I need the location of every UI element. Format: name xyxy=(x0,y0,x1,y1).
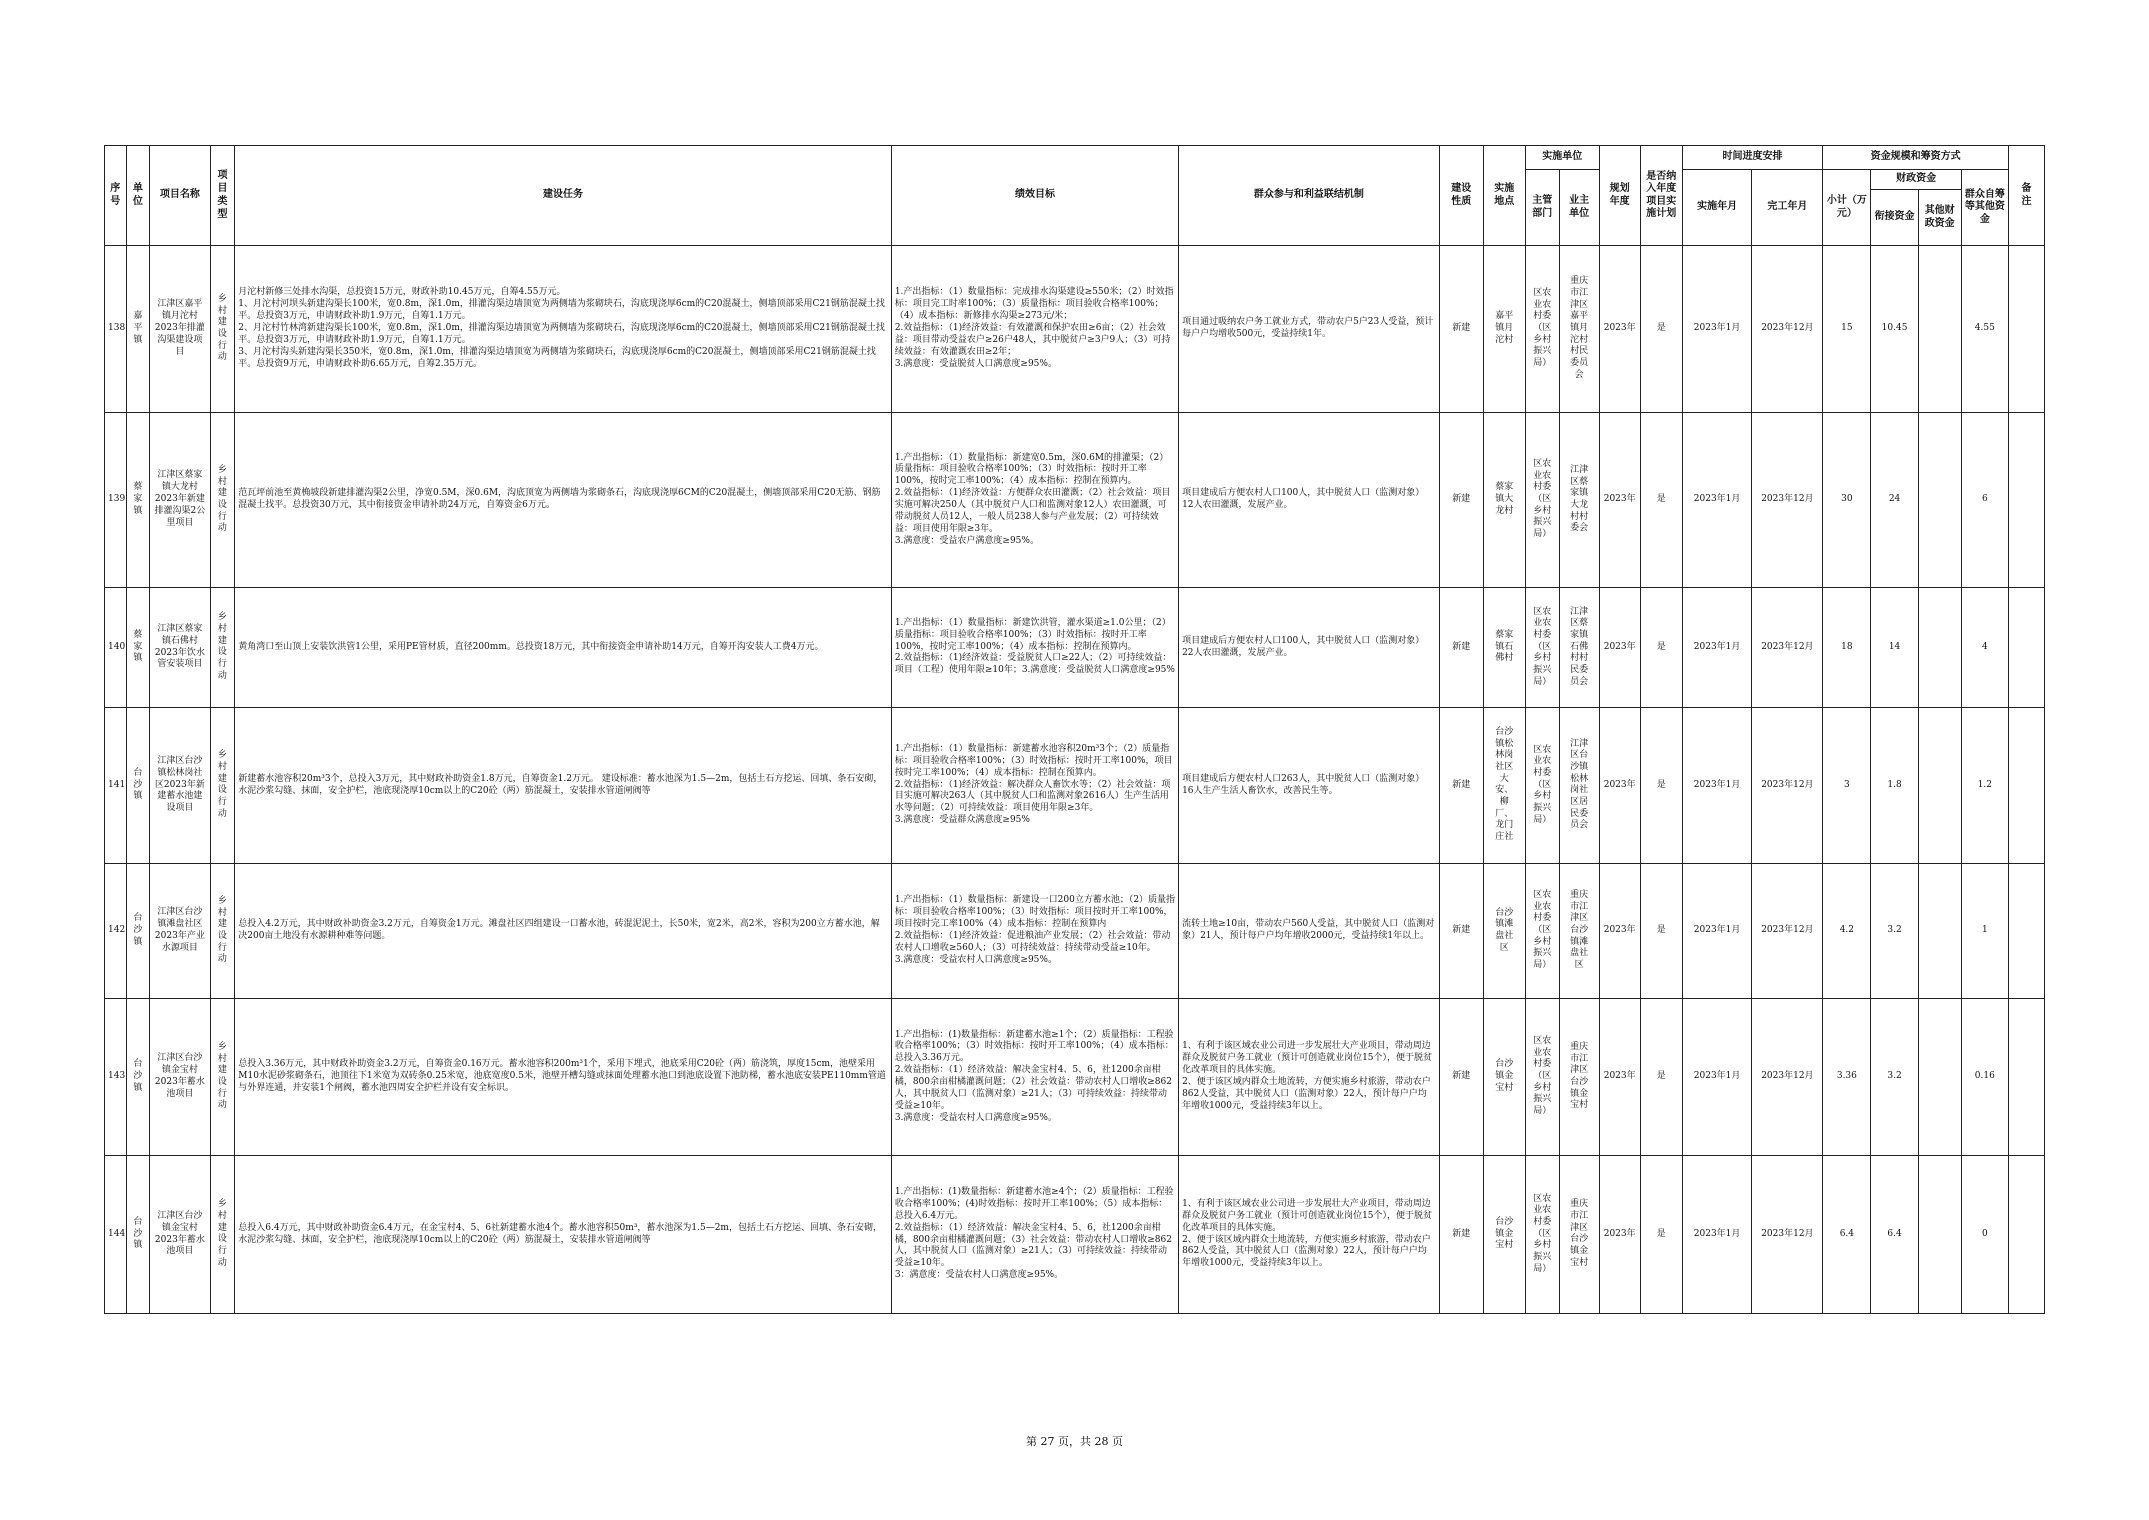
row-note xyxy=(2008,246,2044,413)
row-project-type: 乡村建设行动 xyxy=(210,246,235,413)
row-unit: 蔡家镇 xyxy=(126,588,150,708)
row-seq: 140 xyxy=(105,588,127,708)
row-task: 黄角湾口至山顶上安装饮洪管1公里，采用PE管材质，直径200mm。总投资18万元，其中衔接资金申请补助14万元，自筹开沟安装人工费4万元。 xyxy=(235,588,892,708)
row-nature: 新建 xyxy=(1439,246,1483,413)
header-performance-goal: 绩效目标 xyxy=(891,146,1178,246)
row-other-fiscal xyxy=(1918,864,1961,999)
header-construction-task: 建设任务 xyxy=(235,146,892,246)
row-finish: 2023年12月 xyxy=(1752,588,1823,708)
header-finish: 完工年月 xyxy=(1752,170,1823,246)
row-goal: 1.产出指标：（1）数量指标：新建饮洪管，灌水渠道≥1.0公里；（2）质量指标：项目验收合格率100%；（3）时效指标：按时开工率100%，按时完工率100%；（4）成本指标：控制在预算内。 2.效益指标：（1)经济效益：受益脱贫人口≥22人；（2）可持续效益：项目（工程）使用年限≥10年；3.满意度：受益脱贫人口满意度≥95% xyxy=(891,588,1178,708)
row-project-type: 乡村建设行动 xyxy=(210,588,235,708)
row-unit: 台沙镇 xyxy=(126,999,150,1156)
row-other-fiscal xyxy=(1918,708,1961,864)
row-nature: 新建 xyxy=(1439,999,1483,1156)
row-start: 2023年1月 xyxy=(1682,588,1752,708)
row-seq: 144 xyxy=(105,1156,127,1314)
row-seq: 143 xyxy=(105,999,127,1156)
row-mass: 项目建成后方便农村人口263人，其中脱贫人口（监测对象）16人生产生活人畜饮水，改善民生等。 xyxy=(1179,708,1440,864)
row-other-fiscal xyxy=(1918,999,1961,1156)
header-project-type: 项目类型 xyxy=(210,146,235,246)
row-goal: 1.产出指标：(1)数量指标：新建蓄水池≥4个；（2）质量指标：工程验收合格率100%；(4)时效指标：按时开工率100%；（5）成本指标：总投入6.4万元。 2.效益指标：（1）经济效益：解决金宝村4、5、6，社1200余亩柑橘，800余亩柑橘灌溉问题；（3）社会效益：带动农村人口增收≥862人，其中脱贫人口（监测对象）≥21人；（3）可持续效益：持续带动受益≥10年。 3：满意度：受益农村人口满意度≥95%。 xyxy=(891,1156,1178,1314)
row-in-plan: 是 xyxy=(1640,413,1682,588)
row-in-plan: 是 xyxy=(1640,999,1682,1156)
row-goal: 1.产出指标：（1）数量指标：新建蓄水池容积20m³3个；（2）质量指标：项目验收合格率100%；（3）时效指标：按时开工率100%，项目按时完工率100%；（4）成本指标：控制在预算内。 2.效益指标：（1)经济效益：解决群众人畜饮水等；（2）社会效益：项目实施可解决263人（其中脱贫人口和监测对象2616人）生产生活用水等问题；（2）可持续效益：项目使用年限≥3年。 3.满意度：受益群众满意度≥95% xyxy=(891,708,1178,864)
row-subtotal: 3 xyxy=(1823,708,1871,864)
header-project-name: 项目名称 xyxy=(150,146,211,246)
header-nature: 建设性质 xyxy=(1439,146,1483,246)
row-subtotal: 6.4 xyxy=(1823,1156,1871,1314)
row-location: 台沙镇滩盘社区 xyxy=(1483,864,1525,999)
row-unit: 蔡家镇 xyxy=(126,413,150,588)
row-year: 2023年 xyxy=(1599,708,1640,864)
row-project-type: 乡村建设行动 xyxy=(210,413,235,588)
row-location: 台沙镇金宝村 xyxy=(1483,999,1525,1156)
row-seq: 142 xyxy=(105,864,127,999)
row-location: 台沙镇松林岗社区大安、柳厂、龙门庄社 xyxy=(1483,708,1525,864)
project-table xyxy=(104,145,2045,1314)
row-task: 总投入6.4万元，其中财政补助资金6.4万元，在金宝村4、5、6社新建蓄水池4个。蓄水池容积50m³，蓄水池深为1.5—2m，包括土石方挖运、回填、条石安砌，水泥沙浆勾缝、抹面，安全护栏，池底现浇厚10cm以上的C20砼（两）筋混凝土，安装排水管道闸阀等 xyxy=(235,1156,892,1314)
row-year: 2023年 xyxy=(1599,1156,1640,1314)
row-self: 1.2 xyxy=(1961,708,2008,864)
header-other-fiscal: 其他财政资金 xyxy=(1918,190,1961,246)
row-mass: 项目建成后方便农村人口100人，其中脱贫人口（监测对象）12人农田灌溉，发展产业。 xyxy=(1179,413,1440,588)
row-mass: 项目建成后方便农村人口100人，其中脱贫人口（监测对象）22人农田灌溉，发展产业。 xyxy=(1179,588,1440,708)
row-goal: 1.产出指标：（1）数量指标：新建设一口200立方蓄水池；（2）质量指标：项目验收合格率100%；（3）时效指标：项目按时开工率100%，项目按时完工率100%（4）成本指标：控制在预算内 2.效益指标：（1)经济效益：促进粮油产业发展；（2）社会效益：带动农村人口增收≥560人；（3）可持续效益：持续带动受益≥10年。 3.满意度：受益农村人口满意度≥95%。 xyxy=(891,864,1178,999)
header-schedule: 时间进度安排 xyxy=(1682,146,1823,170)
table-row xyxy=(105,999,2045,1156)
row-mass: 流转土地≥10亩，带动农户560人受益，其中脱贫人口（监测对象）21人，预计每户户均年增收2000元，受益持续1年以上。 xyxy=(1179,864,1440,999)
row-year: 2023年 xyxy=(1599,413,1640,588)
table-row xyxy=(105,588,2045,708)
row-owner: 重庆市江津区台沙镇金宝村 xyxy=(1559,999,1599,1156)
row-finish: 2023年12月 xyxy=(1752,413,1823,588)
header-impl-dept: 主管部门 xyxy=(1525,170,1559,246)
row-subtotal: 3.36 xyxy=(1823,999,1871,1156)
header-subtotal: 小计（万元） xyxy=(1823,170,1871,246)
page-number: 第 27 页，共 28 页 xyxy=(1026,1435,1123,1448)
row-direct: 3.2 xyxy=(1871,864,1918,999)
row-start: 2023年1月 xyxy=(1682,999,1752,1156)
row-unit: 台沙镇 xyxy=(126,1156,150,1314)
header-fiscal: 财政资金 xyxy=(1871,170,1961,190)
header-impl-owner: 业主单位 xyxy=(1559,170,1599,246)
row-project-name: 江津区蔡家镇石佛村2023年饮水管安装项目 xyxy=(150,588,211,708)
row-location: 蔡家镇石佛村 xyxy=(1483,588,1525,708)
row-self: 6 xyxy=(1961,413,2008,588)
row-in-plan: 是 xyxy=(1640,708,1682,864)
row-finish: 2023年12月 xyxy=(1752,246,1823,413)
row-goal: 1.产出指标：(1)数量指标：新建蓄水池≥1个；（2）质量指标：工程验收合格率100%；（3）时效指标：按时开工率100%；（4）成本指标：总投入3.36万元。 2.效益指标：（1）经济效益：解决金宝村4、5、6，社1200余亩柑橘，800余亩柑橘灌溉问题；（2）社会效益：带动农村人口增收≥862人，其中脱贫人口（监测对象）≥21人；（3）可持续效益：持续带动受益≥10年。 3.满意度：受益农村人口满意度≥95%。 xyxy=(891,999,1178,1156)
row-project-name: 江津区台沙镇金宝村2023年蓄水池项目 xyxy=(150,999,211,1156)
row-location: 蔡家镇大龙村 xyxy=(1483,413,1525,588)
row-dept: 区农业农村委（区乡村振兴局） xyxy=(1525,864,1559,999)
row-unit: 台沙镇 xyxy=(126,708,150,864)
row-start: 2023年1月 xyxy=(1682,246,1752,413)
row-unit: 嘉平镇 xyxy=(126,246,150,413)
row-subtotal: 18 xyxy=(1823,588,1871,708)
row-mass: 1、有利于该区域农业公司进一步发展壮大产业项目，带动周边群众及脱贫户务工就业（预计可创造就业岗位15个），便于脱贫化改革项目的具体实施。 2、便于该区域内群众土地流转，方便实施乡村旅游，带动农户862人受益，其中脱贫人口（监测对象）22人，预计每户户均年增收1000元，受益持续3年以上。 xyxy=(1179,999,1440,1156)
row-direct: 24 xyxy=(1871,413,1918,588)
row-goal: 1.产出指标：（1）数量指标：新建宽0.5m，深0.6M的排灌渠；（2）质量指标：项目验收合格率100%；（3）时效指标：按时开工率100%，按时完工率100%；（4）成本指标：控制在预算内。 2.效益指标：（1)经济效益：方便群众农田灌溉；（2）社会效益：项目实施可解决250人（其中脱贫户人口和监测对象12人）农田灌溉，可带动脱贫人员12人，一般人员238人参与产业发展；（2）可持续效益：项目使用年限≥3年。 3.满意度：受益农户满意度≥95%。 xyxy=(891,413,1178,588)
table-body xyxy=(105,246,2045,1314)
row-task: 新建蓄水池容积20m³3个，总投入3万元，其中财政补助资金1.8万元，自筹资金1.2万元。 建设标准：蓄水池深为1.5—2m，包括土石方挖运、回填、条石安砌，水泥沙浆勾缝、抹面，安全护栏，池底现浇厚10cm以上的C20砼（两）筋混凝土，安装排水管道闸阀等 xyxy=(235,708,892,864)
row-nature: 新建 xyxy=(1439,708,1483,864)
row-project-name: 江津区台沙镇滩盘社区2023年产业水源项目 xyxy=(150,864,211,999)
row-mass: 1、有利于该区域农业公司进一步发展壮大产业项目，带动周边群众及脱贫户务工就业（预计可创造就业岗位15个），便于脱贫化改革项目的具体实施。 2、便于该区域内群众土地流转，方便实施乡村旅游，带动农户862人受益，其中脱贫人口（监测对象）22人，预计每户户均年增收1000元，受益持续3年以上。 xyxy=(1179,1156,1440,1314)
header-mass-participation: 群众参与和利益联结机制 xyxy=(1179,146,1440,246)
row-start: 2023年1月 xyxy=(1682,413,1752,588)
row-other-fiscal xyxy=(1918,413,1961,588)
row-in-plan: 是 xyxy=(1640,246,1682,413)
header-direct: 衔接资金 xyxy=(1871,190,1918,246)
row-finish: 2023年12月 xyxy=(1752,999,1823,1156)
header-funds: 资金规模和筹资方式 xyxy=(1823,146,2009,170)
header-seq: 序号 xyxy=(105,146,127,246)
header-self: 群众自筹等其他资金 xyxy=(1961,170,2008,246)
row-year: 2023年 xyxy=(1599,588,1640,708)
row-goal: 1.产出指标：（1）数量指标：完成排水沟渠建设≥550米；（2）时效指标：项目完工时率100%；（3）质量指标：项目验收合格率100%；（4）成本指标：新修排水沟渠≥273元/米； 2.效益指标：（1)经济效益：有效灌溉和保护农田≥6亩；（2）社会效益：项目带动受益农户≥26户48人，其中脱贫户≥3户9人；（3）可持续效益：有效灌溉农田≥2年； 3.满意度：受益脱贫人口满意度≥95%。 xyxy=(891,246,1178,413)
row-subtotal: 4.2 xyxy=(1823,864,1871,999)
row-nature: 新建 xyxy=(1439,588,1483,708)
row-other-fiscal xyxy=(1918,588,1961,708)
row-project-name: 江津区嘉平镇月沱村2023年排灌沟渠建设项目 xyxy=(150,246,211,413)
row-year: 2023年 xyxy=(1599,999,1640,1156)
table-row xyxy=(105,246,2045,413)
row-task: 总投入3.36万元，其中财政补助资金3.2万元，自筹资金0.16万元。蓄水池容积200m³1个，采用下埋式，池底采用C20砼（两）筋浇筑，厚度15cm，池壁采用M10水泥砂浆砌条石，池顶往下1米宽为双砖条0.25米宽，池底宽度0.5米，池壁开槽勾缝或抹面处理蓄水池口到池底设置下池防梯，蓄水池底安装PE110mm管道与外界连通，并安装1个闸阀，蓄水池四周安全护栏并设有安全标识。 xyxy=(235,999,892,1156)
row-in-plan: 是 xyxy=(1640,1156,1682,1314)
row-owner: 江津区蔡家镇大龙村村委会 xyxy=(1559,413,1599,588)
row-start: 2023年1月 xyxy=(1682,864,1752,999)
row-direct: 6.4 xyxy=(1871,1156,1918,1314)
row-dept: 区农业农村委（区乡村振兴局） xyxy=(1525,246,1559,413)
header-location: 实施地点 xyxy=(1483,146,1525,246)
row-owner: 江津区蔡家镇石佛村村民委员会 xyxy=(1559,588,1599,708)
row-subtotal: 30 xyxy=(1823,413,1871,588)
row-in-plan: 是 xyxy=(1640,864,1682,999)
row-project-name: 江津区台沙镇金宝村2023年蓄水池项目 xyxy=(150,1156,211,1314)
table-row xyxy=(105,1156,2045,1314)
row-note xyxy=(2008,864,2044,999)
row-seq: 138 xyxy=(105,246,127,413)
row-owner: 江津区台沙镇松林岗社区居民委员会 xyxy=(1559,708,1599,864)
row-project-name: 江津区蔡家镇大龙村2023年新建排灌沟渠2公里项目 xyxy=(150,413,211,588)
row-note xyxy=(2008,999,2044,1156)
row-project-name: 江津区台沙镇松林岗社区2023年新建蓄水池建设项目 xyxy=(150,708,211,864)
row-note xyxy=(2008,1156,2044,1314)
row-owner: 重庆市江津区台沙镇金宝村 xyxy=(1559,1156,1599,1314)
row-start: 2023年1月 xyxy=(1682,708,1752,864)
row-project-type: 乡村建设行动 xyxy=(210,999,235,1156)
row-dept: 区农业农村委（区乡村振兴局） xyxy=(1525,708,1559,864)
table-row xyxy=(105,413,2045,588)
row-owner: 重庆市江津区台沙镇滩盘社区 xyxy=(1559,864,1599,999)
row-self: 0 xyxy=(1961,1156,2008,1314)
row-finish: 2023年12月 xyxy=(1752,1156,1823,1314)
row-other-fiscal xyxy=(1918,246,1961,413)
row-dept: 区农业农村委（区乡村振兴局） xyxy=(1525,588,1559,708)
table-header xyxy=(105,146,2045,246)
row-project-type: 乡村建设行动 xyxy=(210,864,235,999)
row-nature: 新建 xyxy=(1439,1156,1483,1314)
row-direct: 14 xyxy=(1871,588,1918,708)
row-start: 2023年1月 xyxy=(1682,1156,1752,1314)
header-start: 实施年月 xyxy=(1682,170,1752,246)
row-nature: 新建 xyxy=(1439,413,1483,588)
row-project-type: 乡村建设行动 xyxy=(210,708,235,864)
header-in-plan: 是否纳入年度项目实施计划 xyxy=(1640,146,1682,246)
table-row xyxy=(105,708,2045,864)
row-note xyxy=(2008,708,2044,864)
header-unit: 单位 xyxy=(126,146,150,246)
row-direct: 10.45 xyxy=(1871,246,1918,413)
row-location: 嘉平镇月沱村 xyxy=(1483,246,1525,413)
row-in-plan: 是 xyxy=(1640,588,1682,708)
row-mass: 项目通过吸纳农户务工就业方式，带动农户5户23人受益，预计每户户均增收500元，受益持续1年。 xyxy=(1179,246,1440,413)
row-location: 台沙镇金宝村 xyxy=(1483,1156,1525,1314)
row-direct: 1.8 xyxy=(1871,708,1918,864)
row-dept: 区农业农村委（区乡村振兴局） xyxy=(1525,413,1559,588)
row-self: 0.16 xyxy=(1961,999,2008,1156)
row-task: 月沱村新修三处排水沟渠，总投资15万元，财政补助10.45万元，自筹4.55万元。 1、月沱村河坝头新建沟渠长100米，宽0.8m，深1.0m，排灌沟渠边墙顶宽为两侧墙为浆砌块石，沟底现浇厚6cm的C20混凝土，侧墙顶部采用C21钢筋混凝土找平。总投资3万元，申请财政补助1.9万元，自筹1.1万元。 2、月沱村竹林湾新建沟渠长100米，宽0.8m，深1.0m，排灌沟渠边墙顶宽为两侧墙为浆砌块石，沟底现浇厚6cm的C20混凝土，侧墙顶部采用C21钢筋混凝土找平。总投资3万元，申请财政补助1.9万元，自筹1.1万元。 3、月沱村沟头新建沟渠长350米，宽0.8m，深1.0m，排灌沟渠边墙顶宽为两侧墙为浆砌块石，沟底现浇厚6cm的C20混凝土，侧墙顶部采用C21钢筋混凝土找平。总投资9万元，申请财政补助6.65万元，自筹2.35万元。 xyxy=(235,246,892,413)
row-finish: 2023年12月 xyxy=(1752,864,1823,999)
row-year: 2023年 xyxy=(1599,864,1640,999)
row-dept: 区农业农村委（区乡村振兴局） xyxy=(1525,999,1559,1156)
header-note: 备注 xyxy=(2008,146,2044,246)
row-direct: 3.2 xyxy=(1871,999,1918,1156)
row-note xyxy=(2008,588,2044,708)
row-seq: 141 xyxy=(105,708,127,864)
row-self: 4.55 xyxy=(1961,246,2008,413)
row-note xyxy=(2008,413,2044,588)
row-finish: 2023年12月 xyxy=(1752,708,1823,864)
row-self: 4 xyxy=(1961,588,2008,708)
row-task: 总投入4.2万元，其中财政补助资金3.2万元，自筹资金1万元。滩盘社区四组建设一口蓄水池，砖混泥泥土，长50米，宽2米，高2米，容积为200立方蓄水池，解决200亩土地没有水源耕种难等问题。 xyxy=(235,864,892,999)
row-seq: 139 xyxy=(105,413,127,588)
row-subtotal: 15 xyxy=(1823,246,1871,413)
table-row xyxy=(105,864,2045,999)
row-task: 范瓦坪前池至黄桷坡段新建排灌沟渠2公里，净宽0.5M，深0.6M，沟底顶宽为两侧墙为浆砌条石，沟底现浇厚6CM的C20混凝土，侧墙顶部采用C20无筋、钢筋混凝土找平。总投资30万元，其中衔接资金申请补助24万元，自筹资金6万元。 xyxy=(235,413,892,588)
row-owner: 重庆市江津区嘉平镇月沱村村民委员会 xyxy=(1559,246,1599,413)
row-unit: 台沙镇 xyxy=(126,864,150,999)
row-other-fiscal xyxy=(1918,1156,1961,1314)
row-year: 2023年 xyxy=(1599,246,1640,413)
row-nature: 新建 xyxy=(1439,864,1483,999)
header-impl-unit: 实施单位 xyxy=(1525,146,1599,170)
row-self: 1 xyxy=(1961,864,2008,999)
header-plan-year: 规划年度 xyxy=(1599,146,1640,246)
row-project-type: 乡村建设行动 xyxy=(210,1156,235,1314)
row-dept: 区农业农村委（区乡村振兴局） xyxy=(1525,1156,1559,1314)
